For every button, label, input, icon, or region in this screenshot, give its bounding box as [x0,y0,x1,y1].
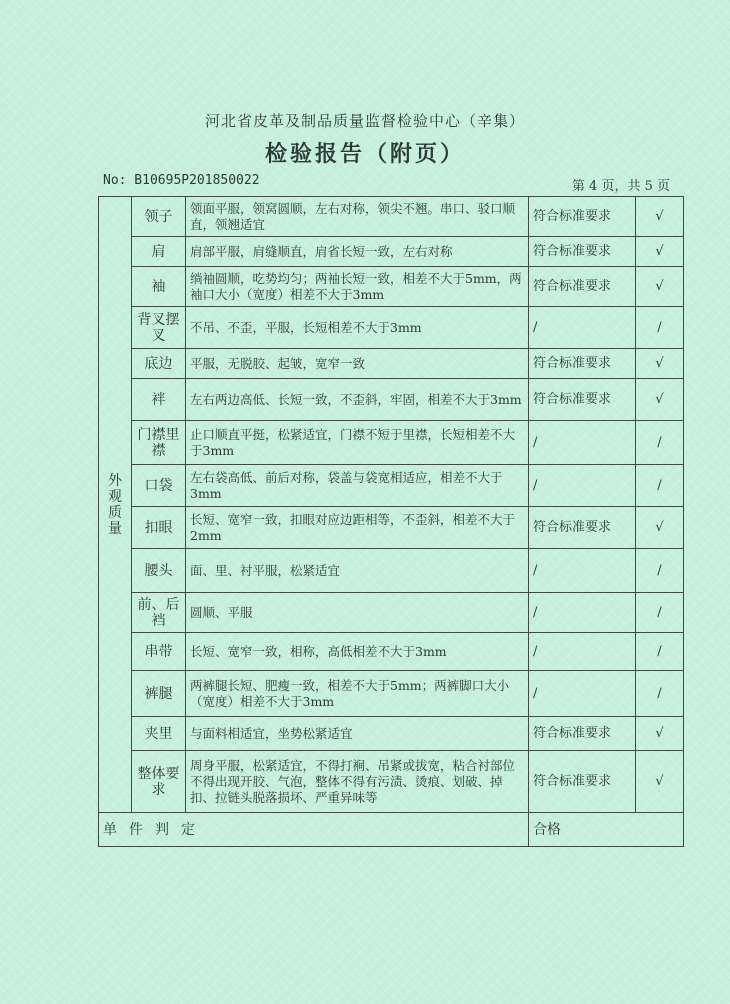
inspection-requirement: 周身平服，松紧适宜，不得打裥、吊紧或拔宽，粘合衬部位不得出现开胶、气泡，整体不得有污渍、烫痕、划破、掉扣、拉链头脱落损坏、严重异味等 [186,751,529,813]
inspection-result: 符合标准要求 [529,267,636,307]
summary-value: 合格 [529,813,684,847]
category-char: 外 [108,472,122,489]
summary-label: 单件判定 [99,813,529,847]
summary-row [99,813,684,847]
inspection-requirement: 长短、宽窄一致，扣眼对应边距相等，不歪斜，相差不大于2mm [186,507,529,549]
judgement-mark: / [636,593,684,633]
inspection-item: 底边 [132,349,186,379]
inspection-item: 扣眼 [132,507,186,549]
table-row [99,237,684,267]
table-row [99,349,684,379]
inspection-result: / [529,671,636,717]
judgement-mark: √ [636,751,684,813]
inspection-requirement: 止口顺直平挺，松紧适宜，门襟不短于里襟，长短相差不大于3mm [186,421,529,465]
inspection-item: 领子 [132,197,186,237]
inspection-requirement: 绱袖圆顺，吃势均匀；两袖长短一致，相差不大于5mm，两袖口大小（宽度）相差不大于3mm [186,267,529,307]
category-char: 量 [108,520,122,537]
judgement-mark: √ [636,267,684,307]
inspection-table [98,196,684,847]
inspection-requirement: 左右两边高低、长短一致，不歪斜，牢固，相差不大于3mm [186,379,529,421]
judgement-mark: / [636,633,684,671]
inspection-item: 腰头 [132,549,186,593]
inspection-result: / [529,421,636,465]
inspection-result: 符合标准要求 [529,349,636,379]
inspection-result: / [529,633,636,671]
inspection-requirement: 肩部平服，肩缝顺直，肩省长短一致，左右对称 [186,237,529,267]
table-row [99,465,684,507]
inspection-item: 背叉摆叉 [132,307,186,349]
judgement-mark: / [636,307,684,349]
table-row [99,507,684,549]
judgement-mark: √ [636,717,684,751]
report-title: 检验报告（附页） [264,141,465,167]
inspection-item: 串带 [132,633,186,671]
judgement-mark: / [636,549,684,593]
inspection-result: 符合标准要求 [529,751,636,813]
table-row [99,633,684,671]
inspection-result: / [529,549,636,593]
inspection-item: 袖 [132,267,186,307]
inspection-item: 肩 [132,237,186,267]
inspection-requirement: 左右袋高低、前后对称，袋盖与袋宽相适应，相差不大于3mm [186,465,529,507]
report-number: No: B10695P201850022 [103,173,260,188]
inspection-result: / [529,465,636,507]
judgement-mark: / [636,465,684,507]
inspection-item: 夹里 [132,717,186,751]
inspection-result: 符合标准要求 [529,717,636,751]
inspection-result: / [529,307,636,349]
judgement-mark: √ [636,379,684,421]
category-cell [99,197,132,813]
inspection-result: 符合标准要求 [529,379,636,421]
table-row [99,751,684,813]
inspection-requirement: 领面平服，领窝圆顺，左右对称，领尖不翘。串口、驳口顺直，领翘适宜 [186,197,529,237]
inspection-item: 裤腿 [132,671,186,717]
judgement-mark: √ [636,349,684,379]
table-row [99,421,684,465]
page-indicator: 第 4 页，共 5 页 [571,179,670,194]
organization-name: 河北省皮革及制品质量监督检验中心（辛集） [204,112,525,130]
inspection-result: 符合标准要求 [529,197,636,237]
judgement-mark: / [636,421,684,465]
judgement-mark: √ [636,197,684,237]
table-row [99,593,684,633]
category-char: 质 [108,504,122,521]
inspection-result: 符合标准要求 [529,237,636,267]
inspection-result: / [529,593,636,633]
table-row [99,379,684,421]
table-row [99,307,684,349]
inspection-requirement: 圆顺、平服 [186,593,529,633]
judgement-mark: / [636,671,684,717]
table-row [99,197,684,237]
inspection-requirement: 平服，无脱胶、起皱，宽窄一致 [186,349,529,379]
inspection-item: 整体要求 [132,751,186,813]
table-row [99,549,684,593]
inspection-item: 门襟里襟 [132,421,186,465]
table-row [99,717,684,751]
judgement-mark: √ [636,507,684,549]
inspection-item: 口袋 [132,465,186,507]
inspection-requirement: 不吊、不歪，平服，长短相差不大于3mm [186,307,529,349]
category-char: 观 [108,488,122,505]
inspection-requirement: 面、里、衬平服，松紧适宜 [186,549,529,593]
inspection-requirement: 两裤腿长短、肥瘦一致，相差不大于5mm；两裤脚口大小（宽度）相差不大于3mm [186,671,529,717]
inspection-requirement: 长短、宽窄一致，相称，高低相差不大于3mm [186,633,529,671]
table-row [99,671,684,717]
inspection-item: 前、后裆 [132,593,186,633]
inspection-item: 袢 [132,379,186,421]
table-row [99,267,684,307]
judgement-mark: √ [636,237,684,267]
inspection-result: 符合标准要求 [529,507,636,549]
inspection-requirement: 与面料相适宜，坐势松紧适宜 [186,717,529,751]
